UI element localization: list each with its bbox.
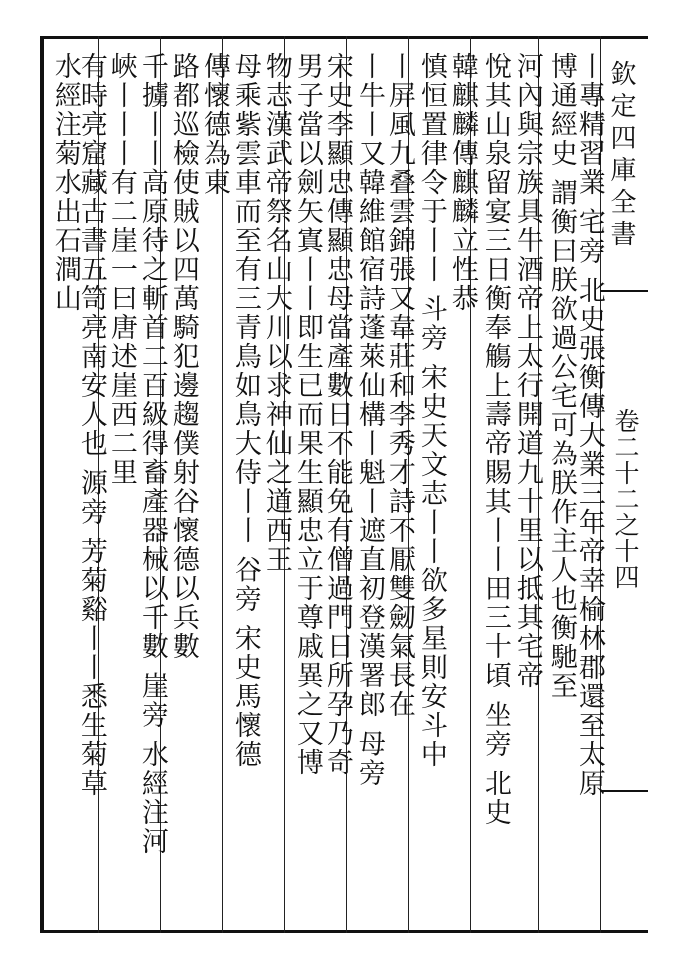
text-column: 有時亮窟藏古書五笥亮南安人也 源旁 芳菊谿丨丨悉生菊草 [75, 52, 107, 799]
volume-label: 卷二十二之十四 [611, 408, 640, 590]
text-column: 峽丨丨丨有二崖一曰唐述崖西二里 [105, 52, 137, 487]
margin-rule [600, 290, 648, 292]
text-column: 物志漢武帝祭名山大川以求神仙之道西王 [260, 52, 292, 574]
text-column: 母乘紫雲車而至有三青鳥如鳥大侍丨丨 谷旁 宋史馬懷德 [229, 52, 261, 770]
text-column: 丨屏風九叠雲錦張又韋莊和李秀才詩不厭雙劒氣長在 [383, 52, 415, 719]
text-column: 宋史李顯忠傳顯忠母當產數日不能免有僧過門日所孕乃奇 [321, 52, 353, 777]
text-column: 水經注菊水出石澗山 [49, 52, 81, 313]
margin-rule [600, 790, 648, 792]
text-column: 河內與宗族具牛酒帝上太行開道九十里以抵其宅帝 [511, 52, 543, 690]
text-column: 男子當以劍矢寘丨丨即生已而果生顯忠立于尊戚異之又博 [291, 52, 323, 777]
text-column: 丨專精習業 宅旁 北史張衡傳大業三年帝幸榆林郡還至太原 [573, 52, 605, 799]
collection-title: 欽定四庫全書 [606, 60, 636, 252]
text-column: 韓麒麟傳麒麟立性恭 [446, 52, 478, 313]
text-column: 丨牛丨又韓維館宿詩蓬萊仙構丨魁丨遮直初登漢署郎 母旁 [353, 52, 385, 788]
text-column: 博通經史 謂衡曰朕欲過公宅可為朕作主人也衡馳至 [545, 52, 577, 701]
text-column: 悅其山泉留宴三日衡奉觴上壽帝賜其丨丨田三十頃 坐旁 北史 [479, 52, 511, 828]
text-column: 慎恒置律令于丨丨 斗旁 宋史天文志丨丨欲多星則安斗中 [415, 52, 447, 770]
text-column: 傳懷德為東 [198, 52, 230, 197]
text-column: 千擄丨丨高原待之斬首二百級得畜產器械以千數 崖旁 水經注河 [136, 52, 168, 857]
text-column: 路都巡檢使賊以四萬騎犯邊趨僕射谷懷德以兵數 [167, 52, 199, 661]
